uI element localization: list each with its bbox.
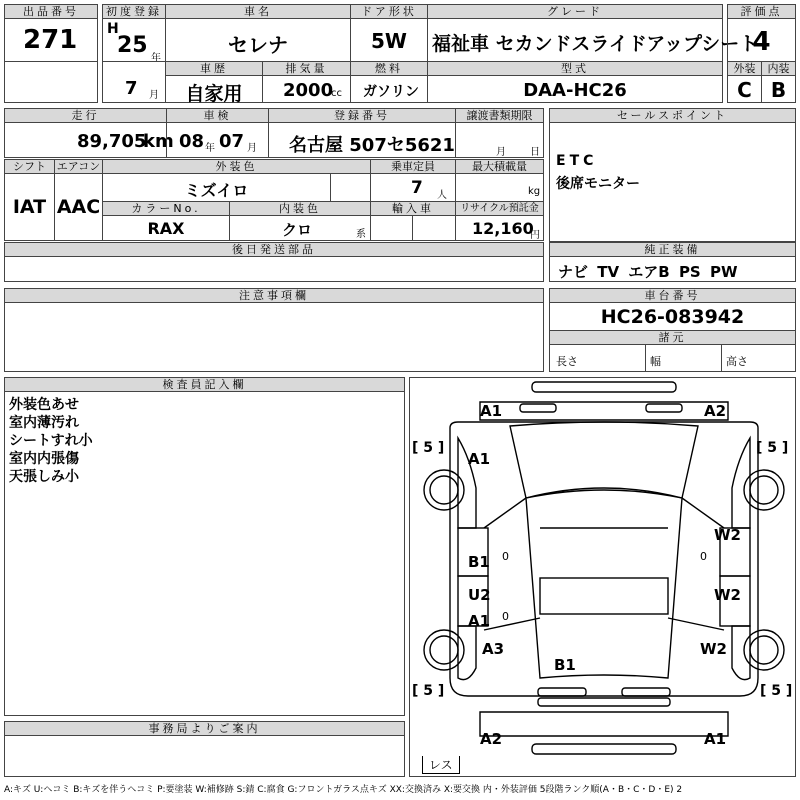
ext-color-code-cell xyxy=(330,173,371,202)
int-color-unit: 系 xyxy=(356,229,366,240)
inspector-header: 検査員記入欄 xyxy=(4,377,405,392)
lot-no-cell xyxy=(4,18,98,62)
inspector-line-3: シートすれ小 xyxy=(9,433,93,449)
mileage: 89,705 xyxy=(77,131,147,152)
mark-left-rear-door-a: A1 xyxy=(468,612,491,630)
grade-header: グレード xyxy=(427,4,723,19)
plate-number: 名古屋 507セ5621 xyxy=(289,135,455,156)
lot-blank-cell xyxy=(4,61,98,103)
mark-right-quarter: W2 xyxy=(700,640,727,658)
capacity-unit: 人 xyxy=(437,190,447,201)
history: 自家用 xyxy=(185,83,243,105)
mark-left-rear-door-u: U2 xyxy=(468,586,491,604)
fuel-cell xyxy=(350,75,428,103)
sales-point-header: セールスポイント xyxy=(549,108,796,123)
score-cell xyxy=(727,18,796,62)
spec-width-cell xyxy=(645,344,722,372)
import-header: 輸入車 xyxy=(370,201,456,216)
recycle-unit: 円 xyxy=(530,230,540,241)
inspector-line-1: 外装色あせ xyxy=(9,397,79,413)
reg-month-unit: 月 xyxy=(149,90,159,101)
mileage-cell xyxy=(4,122,174,158)
legend: A:キズ U:ヘコミ B:キズを伴うヘコミ P:要塗装 W:補修跡 S:錆 C:腐食 G:フロントガラス点キズ XX:交換済み X:要交換 内・外装評価 5段階ランク順(A・B・C・D・E) 2 xyxy=(4,785,683,795)
mark-left-fender: A1 xyxy=(468,450,491,468)
color-no-header: カラーNo. xyxy=(102,201,230,216)
fuel-header: 燃料 xyxy=(350,61,428,76)
tire-rear-left: [ 5 ] xyxy=(412,683,445,699)
spec-height-label: 高さ xyxy=(726,355,748,368)
spec-length-label: 長さ xyxy=(556,355,578,368)
int-color-cell xyxy=(229,215,371,241)
capacity: 7 xyxy=(411,178,423,198)
fuel: ガソリン xyxy=(363,84,419,100)
lot-no-header: 出品番号 xyxy=(4,4,98,19)
ext-color-header: 外装色 xyxy=(102,159,371,174)
transfer-cell xyxy=(455,122,544,158)
equipment-header: 純正装備 xyxy=(549,242,796,257)
plate-cell xyxy=(268,122,456,158)
color-no-cell xyxy=(102,215,230,241)
later-parts-header: 後日発送部品 xyxy=(4,242,544,257)
car-name: セレナ xyxy=(228,33,288,57)
sales-point-cell xyxy=(549,122,796,242)
ext-color: ミズイロ xyxy=(184,181,249,200)
exterior-score-cell xyxy=(727,75,762,103)
door-cell xyxy=(350,18,428,62)
equipment-cell xyxy=(549,256,796,282)
transfer-month-unit: 月 xyxy=(496,147,506,158)
reg-month: 7 xyxy=(125,78,138,99)
max-load-cell xyxy=(455,173,544,202)
max-load-unit: kg xyxy=(528,186,541,197)
inspector-line-4: 室内内張傷 xyxy=(9,451,79,467)
mark-rear-left: A2 xyxy=(480,730,503,748)
aircon-header: エアコン xyxy=(54,159,103,174)
car-name-cell xyxy=(165,18,351,62)
era: H xyxy=(107,21,119,37)
score-header: 評価点 xyxy=(727,4,796,19)
notes-cell xyxy=(4,302,544,372)
transfer-header: 譲渡書類期限 xyxy=(455,108,544,123)
chassis-number: HC26-083942 xyxy=(600,306,745,328)
grade-cell xyxy=(427,18,759,62)
recycle-header: リサイクル預託金 xyxy=(455,201,544,216)
inspector-cell xyxy=(4,391,405,716)
mileage-unit: km xyxy=(143,131,174,152)
car-name-header: 車名 xyxy=(165,4,351,19)
int-color: クロ xyxy=(282,221,313,239)
inspection-month-unit: 月 xyxy=(247,143,257,154)
exterior-header: 外装 xyxy=(727,61,762,76)
inspection-year: 08 xyxy=(179,131,205,152)
small-mark-1: 0 xyxy=(502,550,509,563)
exterior-score: C xyxy=(737,78,752,102)
later-parts-cell xyxy=(4,256,544,282)
inspection-cell xyxy=(166,122,269,158)
chassis-header: 車台番号 xyxy=(549,288,796,303)
color-no: RAX xyxy=(147,219,185,238)
tire-front-right: [ 5 ] xyxy=(756,440,789,456)
mark-right-rear-door: W2 xyxy=(714,586,741,604)
office-cell xyxy=(4,735,405,777)
inspection-month: 07 xyxy=(219,131,245,152)
displacement-cell xyxy=(262,75,351,103)
aircon: AAC xyxy=(56,196,101,218)
interior-score: B xyxy=(770,78,787,102)
tire-front-left: [ 5 ] xyxy=(412,440,445,456)
shift-cell xyxy=(4,173,55,241)
mark-rear-right: A1 xyxy=(704,730,727,748)
sales-point-1: ETC xyxy=(556,153,598,169)
max-load-header: 最大積載量 xyxy=(455,159,544,174)
interior-header: 内装 xyxy=(761,61,796,76)
first-reg-header: 初度登録 xyxy=(102,4,166,19)
aircon-cell xyxy=(54,173,103,241)
displacement-header: 排気量 xyxy=(262,61,351,76)
specs-header: 諸元 xyxy=(549,330,796,345)
chassis-cell xyxy=(549,302,796,331)
plate-header: 登録番号 xyxy=(268,108,456,123)
inspector-line-5: 天張しみ小 xyxy=(9,469,79,485)
door-type: 5W xyxy=(371,29,407,53)
history-header: 車歴 xyxy=(165,61,263,76)
tire-rear-right: [ 5 ] xyxy=(760,683,793,699)
mileage-header: 走行 xyxy=(4,108,167,123)
import-cell-a xyxy=(370,215,413,241)
inspection-header: 車検 xyxy=(166,108,269,123)
history-cell xyxy=(165,75,263,103)
recycle-fee: 12,160 xyxy=(472,219,534,238)
import-cell-b xyxy=(412,215,456,241)
capacity-cell xyxy=(370,173,456,202)
displacement: 2000 xyxy=(283,80,334,101)
first-reg-month-cell xyxy=(102,61,166,103)
spec-height-cell xyxy=(721,344,796,372)
spare-tire: レス xyxy=(422,756,460,774)
mark-rear-gate: B1 xyxy=(554,656,576,674)
ext-color-cell xyxy=(102,173,331,202)
mark-right-front-door: W2 xyxy=(714,526,741,544)
notes-header: 注意事項欄 xyxy=(4,288,544,303)
small-mark-3: 0 xyxy=(700,550,707,563)
mark-left-quarter: A3 xyxy=(482,640,505,658)
mark-front-left: A1 xyxy=(480,402,503,420)
small-mark-2: 0 xyxy=(502,610,509,623)
mark-left-front-door: B1 xyxy=(468,553,490,571)
transfer-day-unit: 日 xyxy=(530,147,540,158)
grade: 福祉車 セカンドスライドアップシート xyxy=(432,33,759,55)
reg-year: 25 xyxy=(117,33,148,58)
door-header: ドア形状 xyxy=(350,4,428,19)
sales-point-2: 後席モニター xyxy=(556,176,640,192)
model-code-cell xyxy=(427,75,723,103)
lot-number: 271 xyxy=(23,25,78,55)
office-header: 事務局よりご案内 xyxy=(4,721,405,736)
capacity-header: 乗車定員 xyxy=(370,159,456,174)
reg-year-unit: 年 xyxy=(151,53,161,64)
shift: IAT xyxy=(12,196,47,218)
mark-front-right: A2 xyxy=(704,402,727,420)
car-outline xyxy=(410,378,797,778)
interior-score-cell xyxy=(761,75,796,103)
int-color-header: 内装色 xyxy=(229,201,371,216)
first-reg-cell xyxy=(102,18,166,62)
damage-diagram xyxy=(409,377,796,777)
spec-width-label: 幅 xyxy=(650,355,661,368)
model-code-header: 型式 xyxy=(427,61,723,76)
recycle-cell xyxy=(455,215,544,241)
inspection-year-unit: 年 xyxy=(205,143,215,154)
equipment: ナビ TV エアB PS PW xyxy=(558,263,738,281)
shift-header: シフト xyxy=(4,159,55,174)
inspector-line-2: 室内薄汚れ xyxy=(9,415,79,431)
displacement-unit: cc xyxy=(331,88,342,99)
spec-length-cell xyxy=(549,344,646,372)
model-code: DAA-HC26 xyxy=(523,80,627,101)
overall-score: 4 xyxy=(752,27,771,57)
